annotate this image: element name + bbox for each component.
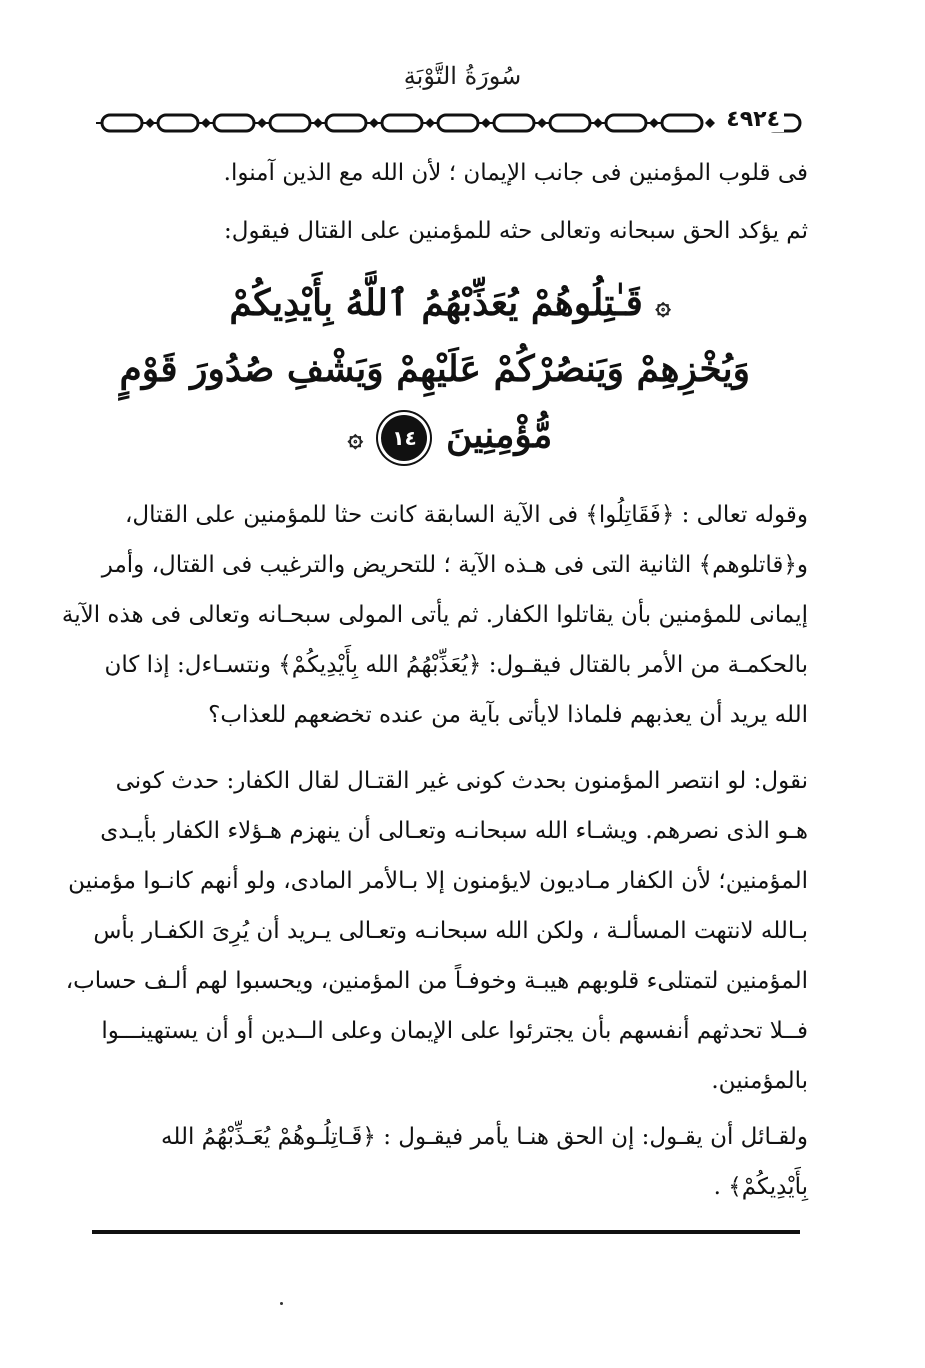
border-diamond — [593, 118, 603, 128]
text-line: وقوله تعالى : ﴿فَقَاتِلُوا﴾ فى الآية السابقة كانت حثا للمؤمنين على القتال، — [125, 502, 808, 528]
text-line: فى قلوب المؤمنين فى جانب الإيمان ؛ لأن الله مع الذين آمنوا. — [223, 160, 808, 186]
speck — [280, 1302, 283, 1305]
text-line: و﴿قاتلوهم﴾ الثانية التى فى هـذه الآية ؛ للتحريض والترغيب فى القتال، وأمر — [101, 552, 808, 578]
intro-text — [96, 148, 808, 256]
text-line: بـالله لانتهت المسألـة ، ولكن الله سبحانـه وتعـالى يـريد أن يُرِىَ الكفـار بأس — [93, 918, 808, 944]
verse-line: قَـٰتِلُوهُمْ يُعَذِّبْهُمُ ٱللَّهُ بِأَيْدِيكُمْ — [229, 282, 643, 324]
text-line: بالحكمـة من الأمر بالقتال فيقـول: ﴿يُعَذِّبْهُمُ الله بِأَيْدِيكُمْ﴾ ونتسـاءل: إذا كان — [104, 652, 808, 678]
border-diamond — [369, 118, 379, 128]
text-line: إيمانى للمؤمنين بأن يقاتلوا الكفار. ثم يأتى المولى سبحـانه وتعالى فى هذه الآية — [61, 602, 808, 628]
border-link — [158, 115, 198, 131]
text-line: ثم يؤكد الحق سبحانه وتعالى حثه للمؤمنين على القتال فيقول: — [224, 218, 808, 244]
border-link — [606, 115, 646, 131]
border-link — [102, 115, 142, 131]
text-line: فــلا تحدثهم أنفسهم بأن يجترئوا على الإيمان وعلى الــدين أو أن يستهينـــوا — [101, 1018, 808, 1044]
text-line: هـو الذى نصرهم. ويشـاء الله سبحانـه وتعـالى أن ينهزم هـؤلاء الكفار بأيـدى — [100, 818, 808, 844]
border-link — [662, 115, 702, 131]
border-diamond — [481, 118, 491, 128]
border-diamond — [313, 118, 323, 128]
border-diamond — [649, 118, 659, 128]
surah-title: سُورَةُ التَّوْبَةِ — [403, 62, 522, 90]
border-link — [438, 115, 478, 131]
paragraph — [61, 490, 808, 740]
quran-verse — [119, 270, 750, 468]
paragraph — [96, 1112, 808, 1212]
border-diamond — [201, 118, 211, 128]
bottom-rule — [92, 1230, 800, 1234]
text-line: نقول: لو انتصر المؤمنون بحدث كونى غير القتـال لقال الكفار: حدث كونى — [115, 768, 808, 794]
decorative-border — [96, 106, 806, 140]
border-diamond — [145, 118, 155, 128]
page-number: ٤٩٢٤ — [722, 107, 784, 132]
border-diamond — [705, 118, 715, 128]
border-link — [382, 115, 422, 131]
text-line: الله يريد أن يعذبهم فلماذا لايأتى بآية من عنده تخضعهم للعذاب؟ — [208, 702, 808, 728]
paragraph — [65, 756, 808, 1106]
border-diamond — [257, 118, 267, 128]
text-line: ولقـائل أن يقـول: إن الحق هنـا يأمر فيقـول : ﴿قَـاتِلُـوهُمْ يُعَـذِّبْهُمُ الله — [161, 1124, 808, 1150]
text-line: المؤمنين لتمتلىء قلوبهم هيبـة وخوفـاً من المؤمنين، ويحسبوا لهم ألـف حساب، — [65, 968, 808, 994]
verse-line: وَيُخْزِهِمْ وَيَنصُرْكُمْ عَلَيْهِمْ وَيَشْفِ صُدُورَ قَوْمٍ — [119, 348, 750, 390]
border-link — [326, 115, 366, 131]
border-link — [270, 115, 310, 131]
text-line: بالمؤمنين. — [711, 1068, 808, 1094]
verse-open-ornament-icon: ۞ — [655, 291, 671, 321]
border-link — [494, 115, 534, 131]
border-diamond — [425, 118, 435, 128]
border-link — [214, 115, 254, 131]
border-diamond — [537, 118, 547, 128]
text-line: بِأَيْدِيكُمْ﴾ . — [713, 1174, 808, 1200]
verse-line: مُّؤْمِنِينَ — [446, 414, 553, 456]
verse-close-ornament-icon: ۞ — [347, 423, 363, 453]
text-line: المؤمنين؛ لأن الكفار مـاديون لايؤمنون إلا بـالأمر المادى، ولو أنهم كانـوا مؤمنين — [68, 868, 808, 894]
border-link — [550, 115, 590, 131]
ayah-number-badge: ١٤ — [381, 415, 427, 461]
chain-border-ornament — [96, 106, 806, 140]
